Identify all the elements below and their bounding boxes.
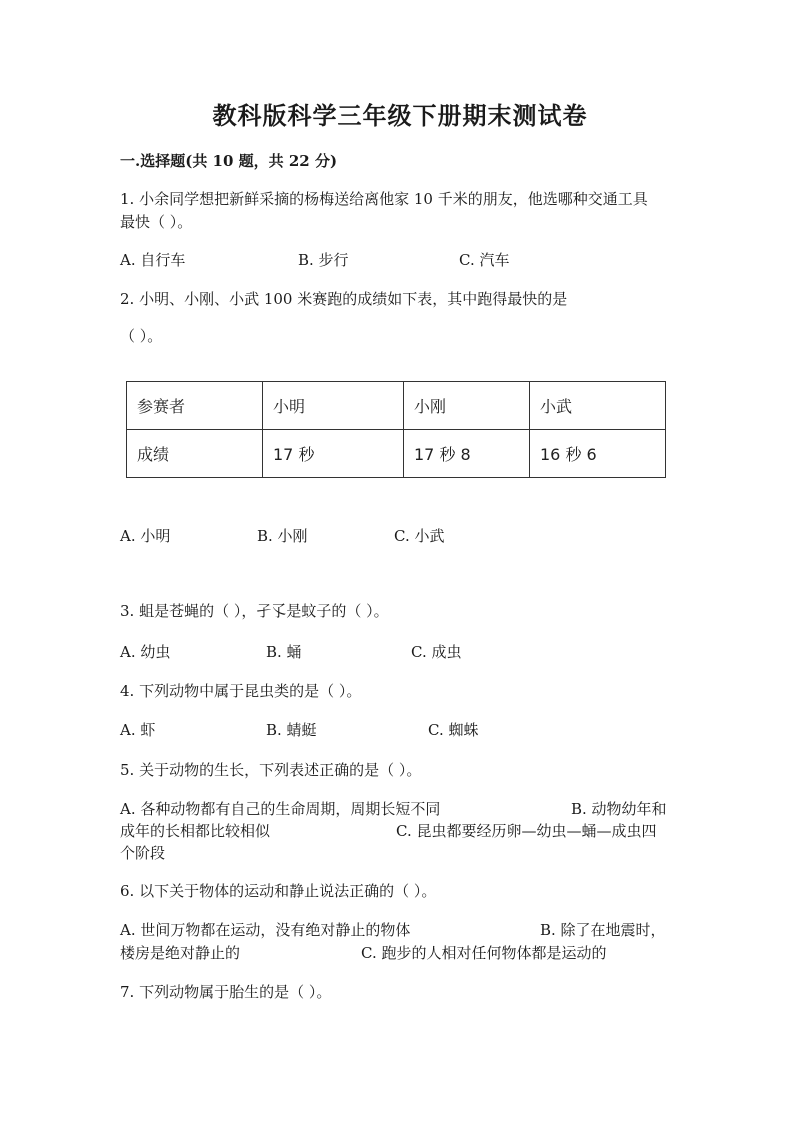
question-7-text: 7. 下列动物属于胎生的是（ ）。 <box>120 983 332 1001</box>
table-cell: 小刚 <box>404 382 530 430</box>
question-2-text: 2. 小明、小刚、小武 100 米赛跑的成绩如下表，其中跑得最快的是 <box>120 290 568 308</box>
question-2-option-b: B. 小刚 <box>257 527 308 545</box>
question-3-text: 3. 蛆是苍蝇的（ ），孑孓是蚊子的（ ）。 <box>120 602 389 620</box>
question-4-option-c: C. 蜘蛛 <box>428 721 479 739</box>
question-5-option-b-cont: 成年的长相都比较相似 <box>120 822 271 840</box>
question-3-option-a: A. 幼虫 <box>120 643 171 661</box>
question-5-option-c-cont: 个阶段 <box>120 844 166 862</box>
question-1-option-b: B. 步行 <box>298 251 349 269</box>
question-6-option-b: B. 除了在地震时， <box>540 921 666 939</box>
question-2-option-c: C. 小武 <box>394 527 445 545</box>
table-cell: 成绩 <box>127 430 263 478</box>
table-cell: 参赛者 <box>127 382 263 430</box>
question-5-text: 5. 关于动物的生长，下列表述正确的是（ ）。 <box>120 761 422 779</box>
question-6-option-a: A. 世间万物都在运动，没有绝对静止的物体 <box>120 921 411 939</box>
question-2-option-a: A. 小明 <box>120 527 171 545</box>
table-cell: 17 秒 <box>263 430 404 478</box>
table-row <box>127 430 666 478</box>
table-cell: 17 秒 8 <box>404 430 530 478</box>
question-1-text: 1. 小余同学想把新鲜采摘的杨梅送给离他家 10 千米的朋友，他选哪种交通工具 <box>120 190 648 208</box>
question-2-text-cont: （ ）。 <box>120 327 163 345</box>
question-5-option-b: B. 动物幼年和 <box>571 800 667 818</box>
question-5-option-a: A. 各种动物都有自己的生命周期，周期长短不同 <box>120 800 441 818</box>
question-4-option-b: B. 蜻蜓 <box>266 721 317 739</box>
exam-title: 教科版科学三年级下册期末测试卷 <box>212 101 588 130</box>
question-1-option-c: C. 汽车 <box>459 251 510 269</box>
table-cell: 小武 <box>530 382 666 430</box>
question-3-option-b: B. 蛹 <box>266 643 302 661</box>
table-cell: 小明 <box>263 382 404 430</box>
question-6-option-c: C. 跑步的人相对任何物体都是运动的 <box>361 944 607 962</box>
question-1-text-cont: 最快（ ）。 <box>120 213 193 231</box>
question-1-option-a: A. 自行车 <box>120 251 186 269</box>
race-results-table <box>126 381 666 478</box>
question-5-option-c: C. 昆虫都要经历卵—幼虫—蛹—成虫四 <box>396 822 657 840</box>
section-heading: 一.选择题(共 10 题，共 22 分) <box>120 152 338 170</box>
question-3-option-c: C. 成虫 <box>411 643 462 661</box>
question-6-option-b-cont: 楼房是绝对静止的 <box>120 944 241 962</box>
table-cell: 16 秒 6 <box>530 430 666 478</box>
question-4-option-a: A. 虾 <box>120 721 156 739</box>
table-header-row <box>127 382 666 430</box>
question-4-text: 4. 下列动物中属于昆虫类的是（ ）。 <box>120 682 362 700</box>
question-6-text: 6. 以下关于物体的运动和静止说法正确的（ ）。 <box>120 882 437 900</box>
